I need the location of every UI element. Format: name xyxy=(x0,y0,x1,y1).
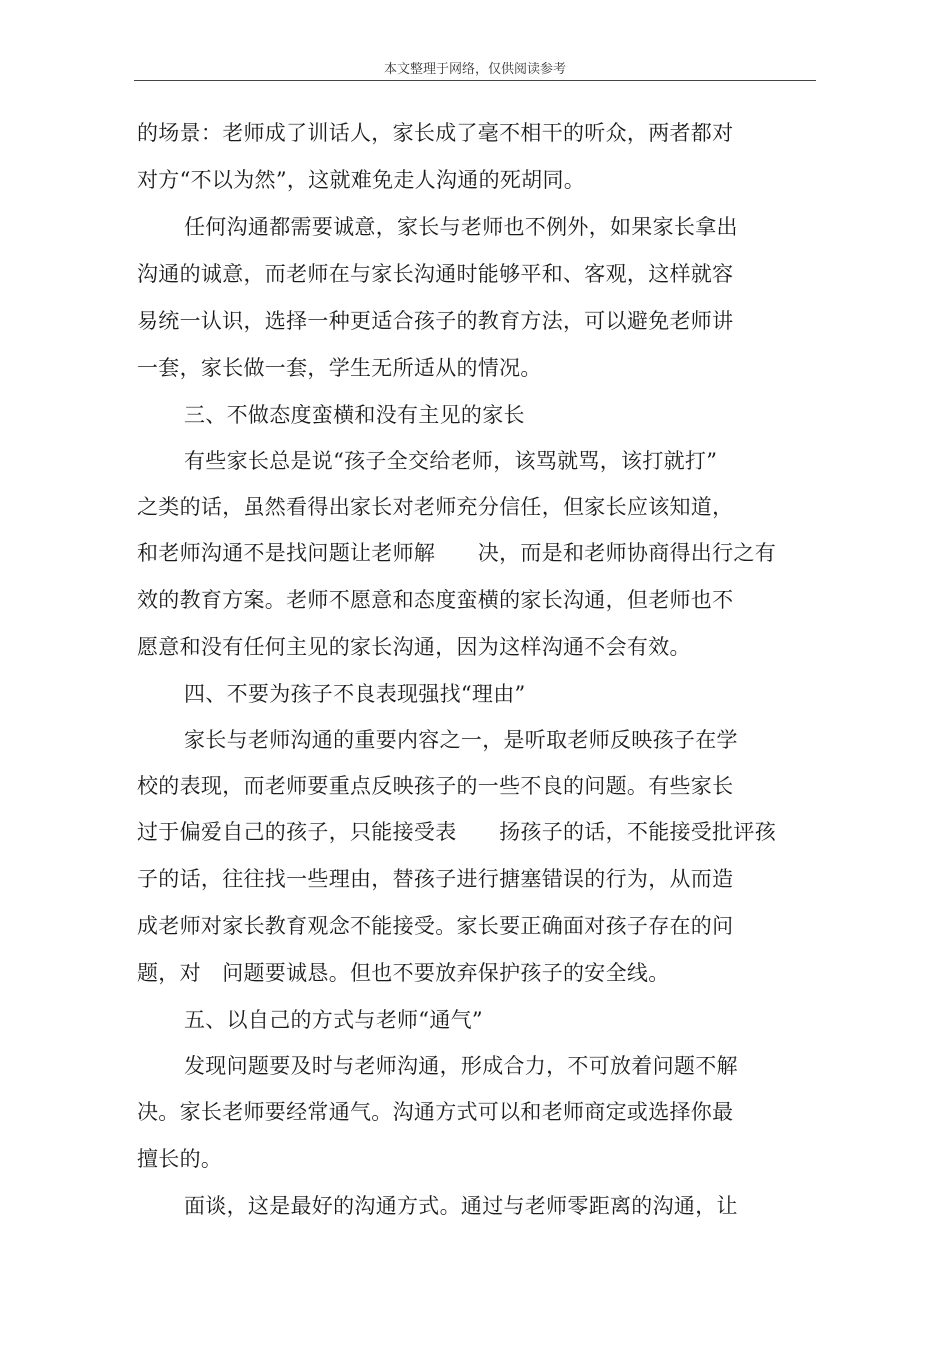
text-line: 的场景：老师成了训话人，家长成了毫不相干的听众，两者都对 xyxy=(137,121,734,145)
header-rule xyxy=(134,80,816,81)
text-line: 成老师对家长教育观念不能接受。家长要正确面对孩子存在的问 xyxy=(137,914,734,938)
paragraph-start-line: 家长与老师沟通的重要内容之一，是听取老师反映孩子在学 xyxy=(184,728,738,752)
paragraph-start-line: 发现问题要及时与老师沟通，形成合力，不可放着问题不解 xyxy=(184,1054,738,1078)
text-line: 校的表现，而老师要重点反映孩子的一些不良的问题。有些家长 xyxy=(137,774,734,798)
text-line: 过于偏爱自己的孩子，只能接受表 扬孩子的话，不能接受批评孩 xyxy=(137,820,776,844)
text-line: 对方“不以为然”，这就难免走人沟通的死胡同。 xyxy=(137,168,586,192)
page-header: 本文整理于网络，仅供阅读参考 xyxy=(383,62,566,77)
text-line: 愿意和没有任何主见的家长沟通，因为这样沟通不会有效。 xyxy=(137,635,691,659)
text-line: 之类的话，虽然看得出家长对老师充分信任，但家长应该知道， xyxy=(137,495,734,519)
text-line: 易统一认识，选择一种更适合孩子的教育方法，可以避免老师讲 xyxy=(137,309,734,333)
paragraph-start-line: 有些家长总是说“孩子全交给老师，该骂就骂，该打就打” xyxy=(184,449,718,473)
text-line: 和老师沟通不是找问题让老师解 决，而是和老师协商得出行之有 xyxy=(137,541,776,565)
section-heading-3: 三、不做态度蛮横和没有主见的家长 xyxy=(184,403,525,427)
text-line: 子的话，往往找一些理由，替孩子进行搪塞错误的行为，从而造 xyxy=(137,867,734,891)
section-heading-5: 五、以自己的方式与老师“通气” xyxy=(184,1008,483,1032)
text-line: 沟通的诚意，而老师在与家长沟通时能够平和、客观，这样就容 xyxy=(137,262,734,286)
section-heading-4: 四、不要为孩子不良表现强找“理由” xyxy=(184,682,526,706)
text-line: 决。家长老师要经常通气。沟通方式可以和老师商定或选择你最 xyxy=(137,1100,734,1124)
text-line: 擅长的。 xyxy=(137,1147,223,1171)
text-line: 一套，家长做一套，学生无所适从的情况。 xyxy=(137,356,542,380)
text-line: 题，对 问题要诚恳。但也不要放弃保护孩子的安全线。 xyxy=(137,961,670,985)
paragraph-start-line: 任何沟通都需要诚意，家长与老师也不例外，如果家长拿出 xyxy=(184,215,738,239)
text-line: 效的教育方案。老师不愿意和态度蛮横的家长沟通，但老师也不 xyxy=(137,588,734,612)
paragraph-start-line: 面谈，这是最好的沟通方式。通过与老师零距离的沟通，让 xyxy=(184,1194,738,1218)
